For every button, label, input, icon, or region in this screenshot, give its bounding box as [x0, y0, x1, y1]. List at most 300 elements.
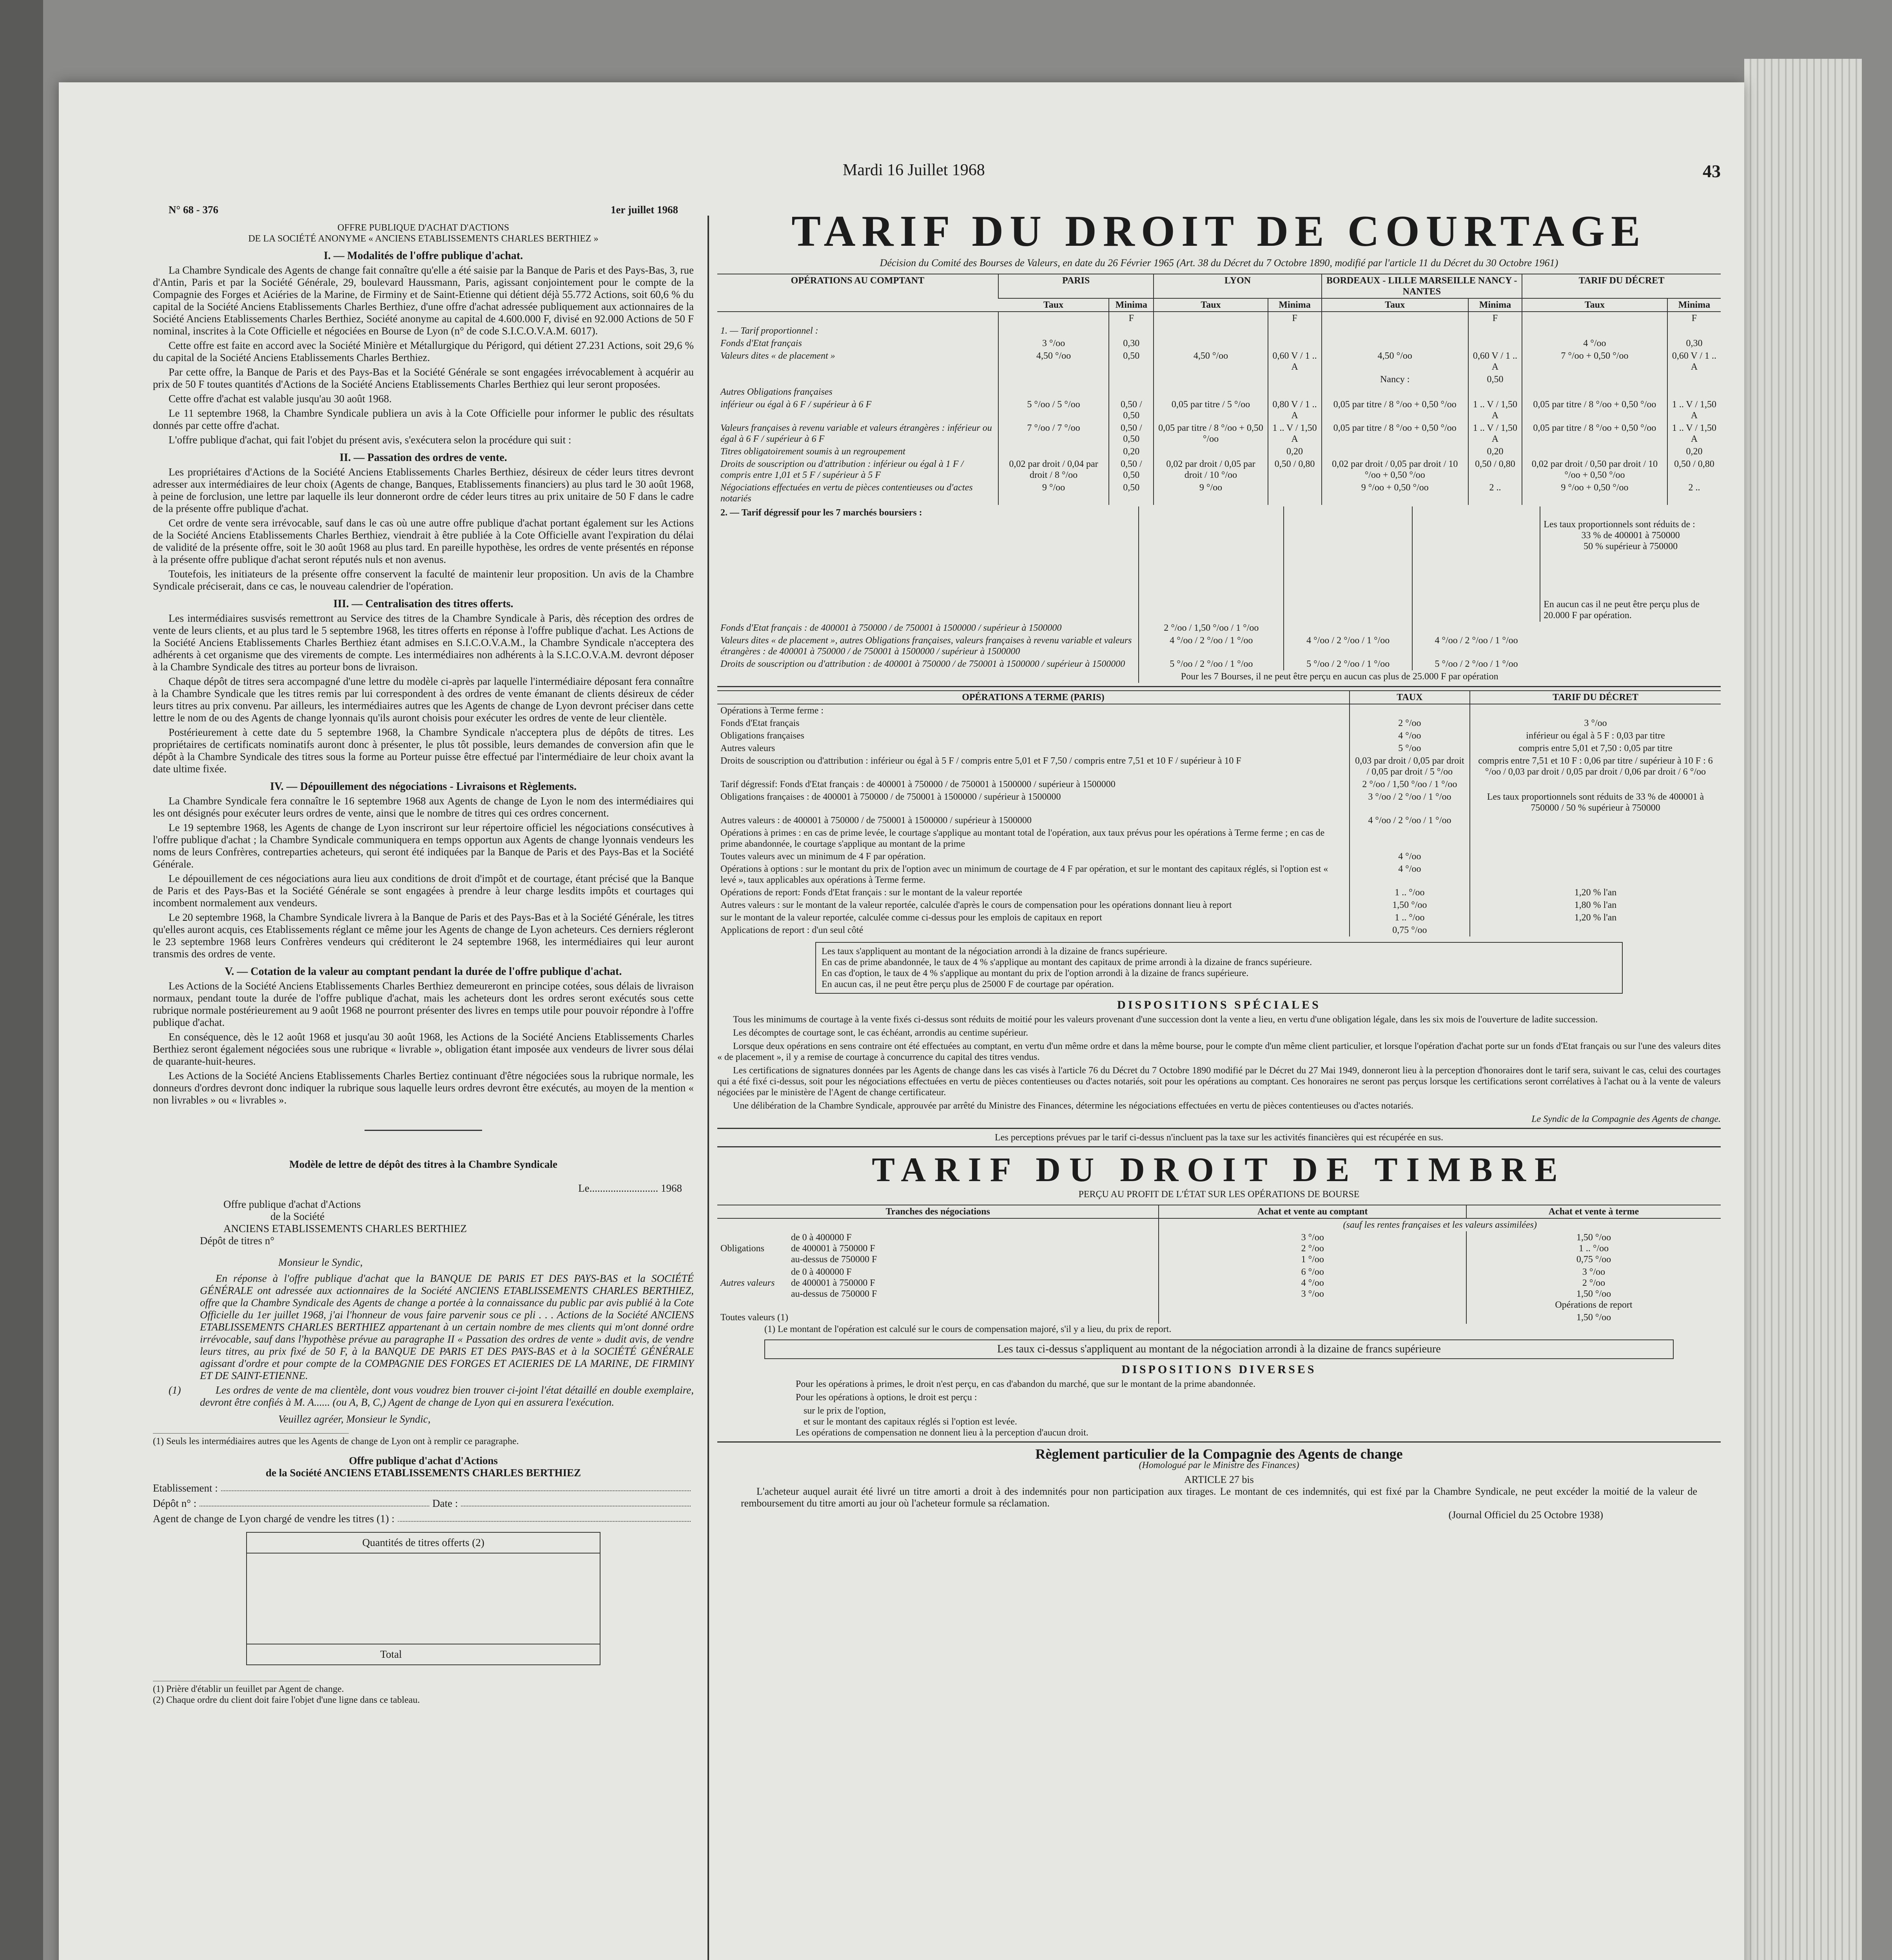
table-cell: 1 .. °/oo [1350, 911, 1470, 924]
page-number: 43 [1703, 161, 1721, 181]
table-cell: 2 °/oo / 1,50 °/oo / 1 °/oo [1139, 622, 1284, 634]
table-cell [717, 373, 998, 386]
table-cell [1268, 386, 1322, 398]
timbre-obl-terme [1466, 1231, 1721, 1266]
table-cell [998, 386, 1109, 398]
rate: 3 °/oo [1301, 1289, 1324, 1299]
table-cell: 2 .. [1468, 481, 1522, 505]
form-field-depot-date[interactable] [153, 1497, 694, 1510]
rate: 2 °/oo [1582, 1278, 1605, 1288]
table-row [717, 827, 1721, 850]
table-cell: 0,50 / 0,50 [1109, 458, 1154, 481]
table-cell [1522, 386, 1667, 398]
section-paragraph: Le dépouillement de ces négociations aura lieu aux conditions de droit d'impôt et de courtage, étant précisé que la Banque de Paris et des Pays-Bas et la Société Générale se sont engagées à prendre à leur charge lesdits impôts et courtages qui incombent normalement aux vendeurs. [153, 873, 694, 909]
dispositions-diverses [780, 1379, 1721, 1438]
footnote: (2) Chaque ordre du client doit faire l'objet d'une ligne dans ce tableau. [153, 1695, 420, 1705]
table-cell: inférieur ou égal à 5 F : 0,03 par titre [1470, 730, 1721, 742]
table-row [717, 622, 1721, 634]
table-row [717, 924, 1721, 936]
tranche: de 400001 à 750000 F [791, 1243, 875, 1254]
table-row [717, 814, 1721, 827]
table-cell [1268, 337, 1322, 350]
timbre-table [717, 1205, 1721, 1324]
table-cell: 7 °/oo + 0,50 °/oo [1522, 350, 1667, 373]
rate: 4 °/oo [1301, 1278, 1324, 1288]
table-cell: 0,30 [1667, 337, 1721, 350]
form-title-2: de la Société ANCIENS ETABLISSEMENTS CHARLES BERTHIEZ [265, 1467, 581, 1479]
table-cell [998, 325, 1109, 337]
letter-mark: (1) [169, 1384, 181, 1396]
table-cell [1522, 445, 1667, 458]
tally-body[interactable] [247, 1553, 600, 1644]
letter-close: Veuillez agréer, Monsieur le Syndic, [278, 1413, 431, 1425]
section-paragraph: Le 19 septembre 1968, les Agents de change de Lyon inscriront sur leur répertoire officiel les négociations consécutives à l'offre publique d'achat ; la Chambre Syndicale communiquera en temps opportun aux Agents de change lyonnais vendeurs les noms de leurs Confrères, contreparties acheteurs, qui seront été indiquées par la Banque de Paris et des Pays-Bas et la Société Générale. [153, 822, 694, 870]
table-cell [1109, 373, 1154, 386]
table-row [717, 337, 1721, 350]
table-cell: 0,20 [1468, 445, 1522, 458]
disposition-paragraph: Pour les opérations à primes, le droit n'est perçu, en cas d'abandon du marché, que sur le montant de la prime abandonnée. [796, 1379, 1255, 1389]
table-cell: 0,20 [1109, 445, 1154, 458]
disposition-line: et sur le montant des capitaux réglés si l'option est levée. [804, 1417, 1017, 1427]
table-cell: 1,50 °/oo [1350, 899, 1470, 911]
seven-bourses-note: Pour les 7 Bourses, il ne peut être perçu en aucun cas plus de 25.000 F par opération [1139, 670, 1540, 683]
table-cell [1468, 325, 1522, 337]
table-cell [1470, 827, 1721, 850]
sub-header: Taux [1522, 298, 1667, 312]
table-cell: 2 °/oo / 1,50 °/oo / 1 °/oo [1350, 778, 1470, 791]
table-cell: 0,50 [1109, 481, 1154, 505]
table-cell: 1,80 % l'an [1470, 899, 1721, 911]
table-cell [1268, 481, 1322, 505]
table-cell: Les taux proportionnels sont réduits de 33 % de 400001 à 750000 / 50 % supérieur à 750000 [1470, 791, 1721, 814]
table-cell: 4 °/oo / 2 °/oo / 1 °/oo [1412, 634, 1540, 658]
courtage-title: TARIF DU DROIT DE COURTAGE [791, 207, 1647, 256]
disposition-paragraph: Les décomptes de courtage sont, le cas échéant, arrondis au centime supérieur. [733, 1028, 1029, 1038]
letter-note: (1) Seuls les intermédiaires autres que les Agents de change de Lyon ont à remplir ce paragraphe. [153, 1436, 519, 1446]
table-cell [1470, 924, 1721, 936]
terme-taux-header: TAUX [1350, 691, 1470, 704]
table-cell [1412, 622, 1540, 634]
table-row [717, 373, 1721, 386]
sub-header: Minima [1667, 298, 1721, 312]
market-header: LYON [1154, 274, 1321, 298]
table-cell [1522, 325, 1667, 337]
section-paragraph: Le 20 septembre 1968, la Chambre Syndicale livrera à la Banque de Paris et des Pays-Bas et à la Société Générale, les titres qu'elles auront acquis, ces Etablissements réglant ce même jour les Agents de change de Lyon acheteurs. Ces derniers régleront le 23 septembre 1968 leurs Confrères vendeurs qui créditeront le 24 septembre 1968, les intermédiaires qui leur auront transmis des ordres de vente. [153, 911, 694, 960]
table-cell: inférieur ou égal à 6 F / supérieur à 6 F [720, 399, 872, 410]
table-cell: 1 .. V / 1,50 A [1667, 422, 1721, 445]
table-row [717, 778, 1721, 791]
sub-header: Minima [1468, 298, 1522, 312]
table-cell: compris entre 7,51 et 10 F : 0,06 par titre / supérieur à 10 F : 6 °/oo / 0,03 par droit / 0,05 par droit / 0,06 par droit / 6 °/oo [1470, 755, 1721, 778]
table-cell: 2 .. [1667, 481, 1721, 505]
table-cell: Autres valeurs : sur le montant de la valeur reportée, calculée d'après le cours de compensation pour les opérations donnant lieu à report [720, 900, 1232, 910]
minima-unit: F [1667, 312, 1721, 325]
comptant-table [717, 274, 1721, 505]
table-cell: 3 °/oo [998, 337, 1109, 350]
table-row [717, 458, 1721, 481]
table-cell: 0,02 par droit / 0,05 par droit / 10 °/oo [1154, 458, 1268, 481]
table-cell [1470, 850, 1721, 863]
table-cell [1667, 373, 1721, 386]
comptant-rows [717, 325, 1721, 505]
box-note: En cas d'option, le taux de 4 % s'applique au montant du prix de l'option arrondi à la dizaine de francs supérieure. [822, 968, 1249, 978]
table-cell: 1 .. °/oo [1350, 886, 1470, 899]
section-paragraph: Les intermédiaires susvisés remettront au Service des titres de la Chambre Syndicale à Paris, dès réception des ordres de vente de leurs clients, et au plus tard le 5 septembre 1968, les titres offerts en réponse à l'offre publique d'achat. Les Actions de la Société Anciens Etablissements Charles Berthiez étant admises en S.I.C.O.V.A.M., la Chambre Syndicale n'acceptera des adhérents à cet organisme que des virements de compte. Les intermédiaires non adhérents à la S.I.C.O.V.A.M. devront déposer à la Chambre Syndicale des titres au porteur bons de livraison. [153, 612, 694, 673]
table-cell [998, 373, 1109, 386]
tally-header: Quantités de titres offerts (2) [247, 1533, 600, 1553]
quantity-table[interactable] [246, 1532, 600, 1665]
letter-paragraph: Les ordres de vente de ma clientèle, dont vous voudrez bien trouver ci-joint l'état détaillé en double exemplaire, devront être confiés à M. A...... (ou A, B, C,) Agent de change de Lyon qui en assurera l'exécution. [200, 1384, 694, 1408]
timbre-aut-terme [1466, 1266, 1721, 1311]
decret-notes [1540, 506, 1721, 622]
timbre-box: Les taux ci-dessus s'appliquent au montant de la négociation arrondi à la dizaine de francs supérieure [764, 1339, 1674, 1359]
table-cell: 0,05 par titre / 5 °/oo [1154, 398, 1268, 422]
decret-note: 50 % supérieur à 750000 [1584, 541, 1678, 552]
table-cell: 1 .. V / 1,50 A [1468, 422, 1522, 445]
rule [717, 1146, 1721, 1147]
minima-unit: F [1268, 312, 1322, 325]
letter-line: Offre publique d'achat d'Actions [223, 1198, 361, 1210]
table-cell: Opérations de report: Fonds d'Etat français : sur le montant de la valeur reportée [720, 887, 1023, 898]
rate: 1 °/oo [1301, 1254, 1324, 1265]
table-cell: Fonds d'Etat français : de 400001 à 750000 / de 750001 à 1500000 / supérieur à 1500000 [720, 623, 1062, 633]
disposition-paragraph: Tous les minimums de courtage à la vente fixés ci-dessus sont réduits de moitié pour les valeurs provenant d'une succession dont la vente a lieu, en vertu d'une obligation légale, dans les six mois de l'ouverture de ladite succession. [733, 1014, 1598, 1025]
table-cell: 3 °/oo [1470, 717, 1721, 730]
table-cell [1667, 325, 1721, 337]
disposition-paragraph: Une délibération de la Chambre Syndicale, approuvée par arrêté du Ministre des Finances, détermine les négociations effectuées en vertu de pièces contentieuses ou d'actes notariés. [733, 1101, 1413, 1111]
table-cell: Obligations françaises [720, 731, 804, 741]
table-cell: 0,05 par titre / 8 °/oo + 0,50 °/oo [1522, 398, 1667, 422]
table-cell: 0,03 par droit / 0,05 par droit / 0,05 par droit / 5 °/oo [1350, 755, 1470, 778]
table-cell [1109, 386, 1154, 398]
table-cell: 0,75 °/oo [1350, 924, 1470, 936]
minima-unit: F [1109, 312, 1154, 325]
timbre-autres [717, 1266, 1159, 1311]
timbre-subtitle: PERÇU AU PROFIT DE L'ÉTAT SUR LES OPÉRATIONS DE BOURSE [1078, 1189, 1360, 1200]
newspaper-page [59, 82, 1744, 1960]
tally-total: Total [247, 1644, 600, 1664]
report-label: Opérations de report [1555, 1300, 1633, 1310]
table-cell: 0,02 par droit / 0,04 par droit / 8 °/oo [998, 458, 1109, 481]
table-cell: Fonds d'Etat français [720, 338, 802, 348]
table-row [717, 755, 1721, 778]
article-text: L'acheteur auquel aurait été livré un titre amorti a droit à des indemnités pour non participation aux tirages. Le montant de ces indemnités, qui est fixé par la Chambre Syndicale, ne peut excéder la moitié de la valeur de remboursement du titre amorti au jour où l'acheteur formule sa réclamation. [741, 1486, 1697, 1509]
table-cell: 9 °/oo [1154, 481, 1268, 505]
decret-note: Les taux proportionnels sont réduits de : [1544, 519, 1695, 530]
timbre-obligations [717, 1231, 1159, 1266]
table-cell [1284, 622, 1412, 634]
table-cell: 7 °/oo / 7 °/oo [998, 422, 1109, 445]
rate: 1,50 °/oo [1576, 1232, 1611, 1243]
timbre-row-label: Autres valeurs [720, 1278, 775, 1288]
table-cell: 1,20 % l'an [1470, 911, 1721, 924]
table-cell: Obligations françaises : de 400001 à 750000 / de 750001 à 1500000 / supérieur à 1500000 [720, 792, 1061, 802]
market-header: TARIF DU DÉCRET [1522, 274, 1721, 298]
offer-title-2: DE LA SOCIÉTÉ ANONYME « ANCIENS ETABLISSEMENTS CHARLES BERTHIEZ » [248, 234, 599, 244]
table-cell [1154, 325, 1268, 337]
section-paragraph: Cet ordre de vente sera irrévocable, sauf dans le cas où une autre offre publique d'achat portant également sur les Actions de la Société Anciens Etablissements Charles Berthiez, viendrait à être publiée à la Cote Officielle avant l'expiration du délai de validité de la présente offre, soit le 30 août 1968 au plus tard. En pareille hypothèse, les ordres de vente présentés en réponse à la présente offre publique d'achat seront réputés nuls et non avenus. [153, 517, 694, 565]
table-cell: Applications de report : d'un seul côté [720, 925, 863, 935]
offer-sections [153, 250, 694, 1106]
table-cell: Opérations à Terme ferme : [720, 706, 824, 716]
table-cell: 3 °/oo / 2 °/oo / 1 °/oo [1350, 791, 1470, 814]
table-cell: 1,20 % l'an [1470, 886, 1721, 899]
section-paragraph: L'offre publique d'achat, qui fait l'objet du présent avis, s'exécutera selon la procédure qui suit : [169, 434, 571, 446]
table-cell: 2 °/oo [1350, 717, 1470, 730]
section-title: IV. — Dépouillement des négociations - Livraisons et Règlements. [270, 780, 577, 793]
timbre-aut-comptant [1159, 1266, 1466, 1311]
table-cell [1322, 445, 1468, 458]
box-note: En cas de prime abandonnée, le taux de 4 % s'applique au montant des capitaux de prime arrondi à la dizaine de francs supérieure. [822, 957, 1312, 967]
rate: 6 °/oo [1301, 1267, 1324, 1277]
sub-header: Taux [1154, 298, 1268, 312]
timbre-title: TARIF DU DROIT DE TIMBRE [872, 1151, 1566, 1189]
rate: 3 °/oo [1582, 1267, 1605, 1277]
form-field-etablissement[interactable] [153, 1482, 694, 1494]
table-row [717, 899, 1721, 911]
table-cell [1268, 325, 1322, 337]
page-stack-edges [1744, 59, 1862, 1960]
letter-line: de la Société [270, 1210, 325, 1222]
table-cell: Autres Obligations françaises [720, 387, 833, 397]
separator [365, 1130, 482, 1131]
table-cell: 5 °/oo / 5 °/oo [998, 398, 1109, 422]
notice-ref: N° 68 - 376 [169, 204, 219, 216]
minima-unit: F [1468, 312, 1522, 325]
table-row [717, 325, 1721, 337]
table-cell [1109, 325, 1154, 337]
section-paragraph: Postérieurement à cette date du 5 septembre 1968, la Chambre Syndicale n'acceptera plus de dépôts de titres. Les propriétaires de certificats nominatifs auront donc à présenter, le plus tôt possible, leurs demandes de conversion afin que le dépôt à la Chambre Syndicale des titres sous la forme au Porteur puisse être effectué par l'intermédiaire de leur choix avant la date ultime fixée. [153, 726, 694, 775]
table-cell [1470, 814, 1721, 827]
table-cell: 4 °/oo / 2 °/oo / 1 °/oo [1284, 634, 1412, 658]
disposition-paragraph: Lorsque deux opérations en sens contraire ont été effectuées au comptant, en vertu d'un même ordre et dans la même bourse, pour le compte d'un même client particulier, et lorsque l'opération d'achat porte sur un fonds d'Etat français ou sur l'une des valeurs dites « de placement », il y a remise de courtage à concurrence du capital des titres vendus. [717, 1041, 1721, 1062]
table-cell: Tarif dégressif: Fonds d'Etat français : de 400001 à 750000 / de 750001 à 1500000 / supérieur à 1500000 [720, 779, 1116, 789]
table-cell: 4 °/oo [1350, 730, 1470, 742]
courtage-notes-box [815, 942, 1623, 994]
table-cell: 9 °/oo [998, 481, 1109, 505]
table-cell: 5 °/oo / 2 °/oo / 1 °/oo [1139, 658, 1284, 670]
timbre-cols-note: (sauf les rentes françaises et les valeurs assimilées) [1159, 1218, 1721, 1231]
letter-paragraph: En réponse à l'offre publique d'achat que la BANQUE DE PARIS ET DES PAYS-BAS et la SOCIÉTÉ GÉNÉRALE ont adressée aux actionnaires de la Société ANCIENS ETABLISSEMENTS CHARLES BERTHIEZ, offre que la Chambre Syndicale des Agents de change a portée à la connaissance du public par avis publié à la Cote Officielle du 1er juillet 1968, j'ai l'honneur de vous faire parvenir sous ce pli . . . Actions de la Société ANCIENS ETABLISSEMENTS CHARLES BERTHIEZ appartenant à un certain nombre de mes clients qui m'ont donné ordre irrévocable, sauf dans l'hypothèse prévue au paragraphe II « Passation des ordres de vente » dudit avis, de vendre leurs titres, au prix fixé de 50 F, à la BANQUE DE PARIS ET DES PAYS-BAS et à la SOCIÉTÉ GÉNÉRALE agissant d'ordre et pour compte de la COMPAGNIE DES FORGES ET ACIERIES DE LA MARINE, DE FIRMINY ET DE SAINT-ETIENNE. [200, 1272, 694, 1381]
table-cell: 0,05 par titre / 8 °/oo + 0,50 °/oo [1322, 422, 1468, 445]
table-cell: 0,02 par droit / 0,05 par droit / 10 °/oo + 0,50 °/oo [1322, 458, 1468, 481]
table-cell: Opérations à primes : en cas de prime levée, le courtage s'applique au montant total de l'opération, aux taux prévus pour les opérations à Terme ferme ; en cas de prime abandonnée, le courtage s'applique au montant de la prime [720, 828, 1325, 849]
market-header: PARIS [998, 274, 1154, 298]
timbre-toutes: Toutes valeurs (1) [720, 1312, 788, 1323]
section-paragraph: Les Actions de la Société Anciens Etablissements Charles Berthiez demeureront en principe cotées, sous délais de livraison normaux, pendant toute la durée de l'offre publique d'achat, mais les acheteurs dont les ordres seront exécutés sous cette rubrique normale postérieurement au 9 août 1968 ne pourront présenter des livres en temps utile pour pouvoir répondre à l'offre publique d'achat. [153, 980, 694, 1028]
degressif-table [717, 506, 1721, 683]
section-paragraph: Chaque dépôt de titres sera accompagné d'une lettre du modèle ci-après par laquelle l'intermédiaire déposant fera connaître à la Chambre Syndicale que les titres remis par lui correspondent à des ordres de vente émanant de clients désireux de céder leurs titres au prix convenu. Par ailleurs, les intermédiaires autres que les Agents de change de Lyon devront préciser dans cette lettre le nom de ou des Agents de change lyonnais qu'ils auront choisis pour exécuter les ordres de vente de leur clientèle. [153, 675, 694, 724]
header-date: Mardi 16 Juillet 1968 [843, 161, 985, 179]
table-cell [1322, 337, 1468, 350]
table-row [717, 911, 1721, 924]
table-row [717, 791, 1721, 814]
article-source: (Journal Officiel du 25 Octobre 1938) [1448, 1509, 1603, 1521]
reglement-subtitle: (Homologué par le Ministre des Finances) [1139, 1460, 1299, 1470]
disposition-paragraph: Les opérations de compensation ne donnent lieu à la perception d'aucun droit. [796, 1428, 1088, 1438]
table-cell [1350, 827, 1470, 850]
table-cell: 4 °/oo [1350, 850, 1470, 863]
rate: 3 °/oo [1301, 1232, 1324, 1243]
table-row [717, 386, 1721, 398]
table-cell: 0,60 V / 1 .. A [1468, 350, 1522, 373]
rule [717, 686, 1721, 687]
tranche: de 400001 à 750000 F [791, 1278, 875, 1288]
table-cell: Négociations effectuées en vertu de pièces contentieuses ou d'actes notariés [720, 483, 973, 504]
table-cell [1667, 386, 1721, 398]
disposition-paragraph: Les certifications de signatures données par les Agents de change dans les cas visés à l'article 76 du Décret du 7 Octobre 1890 modifié par le Décret du 27 Mai 1949, donneront lieu à la perception d'honoraires dont le tarif sera, suivant le cas, celui des courtages qui a été fixé ci-dessus, soit pour les négociations effectuées en vertu de pièces contentieuses ou d'actes notariés, soit pour les opérations au comptant. Ces honoraires ne seront pas perçus lorsque les certifications seront corrélatives à l'achat ou à la vente de valeurs négociées par le ministère de l'Agent de change certificateur. [717, 1065, 1721, 1098]
timbre-col-tranches: Tranches des négociations [717, 1205, 1159, 1218]
disposition-line: sur le prix de l'option, [804, 1406, 886, 1416]
letter-head [223, 1198, 694, 1235]
table-cell: 0,80 V / 1 .. A [1268, 398, 1322, 422]
table-cell [1468, 337, 1522, 350]
section-paragraph: Cette offre d'achat est valable jusqu'au 30 août 1968. [169, 393, 392, 405]
table-cell: 4 °/oo [1350, 863, 1470, 886]
decret-note: 33 % de 400001 à 750000 [1581, 530, 1680, 541]
report-rate: 1,50 °/oo [1466, 1311, 1721, 1324]
table-cell [1470, 863, 1721, 886]
table-cell [1154, 386, 1268, 398]
table-cell: 1 .. V / 1,50 A [1468, 398, 1522, 422]
scan-background [0, 0, 43, 1960]
table-cell: 0,20 [1268, 445, 1322, 458]
table-cell: Titres obligatoirement soumis à un regroupement [720, 446, 905, 457]
perceptions-note: Les perceptions prévues par le tarif ci-dessus n'incluent pas la taxe sur les activités financières qui est récupérée en sus. [995, 1132, 1443, 1143]
table-cell [1268, 373, 1322, 386]
table-cell [1154, 337, 1268, 350]
table-cell: 0,30 [1109, 337, 1154, 350]
rule [717, 1128, 1721, 1129]
terme-table [717, 690, 1721, 936]
dispositions-speciales [717, 1014, 1721, 1125]
tranche: au-dessus de 750000 F [791, 1254, 877, 1265]
rate: 0,75 °/oo [1576, 1254, 1611, 1265]
sub-header: Taux [998, 298, 1109, 312]
terme-header: OPÉRATIONS A TERME (PARIS) [717, 691, 1350, 704]
right-column [717, 204, 1721, 1960]
offer-title-1: OFFRE PUBLIQUE D'ACHAT D'ACTIONS [337, 223, 510, 233]
table-cell [1350, 704, 1470, 717]
section-title: III. — Centralisation des titres offerts. [333, 598, 513, 610]
timbre-obl-comptant [1159, 1231, 1466, 1266]
table-cell [1470, 778, 1721, 791]
dotted-line [221, 1490, 691, 1491]
table-cell: 4,50 °/oo [998, 350, 1109, 373]
table-cell: 0,50 [1468, 373, 1522, 386]
letter-salutation: Monsieur le Syndic, [278, 1256, 363, 1268]
model-letter-title: Modèle de lettre de dépôt des titres à la Chambre Syndicale [289, 1158, 557, 1170]
letter-line: ANCIENS ETABLISSEMENTS CHARLES BERTHIEZ [223, 1223, 467, 1234]
table-cell: 0,05 par titre / 8 °/oo + 0,50 °/oo [1154, 422, 1268, 445]
section-title: V. — Cotation de la valeur au comptant pendant la durée de l'offre publique d'achat. [225, 965, 622, 978]
table-cell: 5 °/oo / 2 °/oo / 1 °/oo [1412, 658, 1540, 670]
dotted-line [398, 1521, 691, 1522]
degressif-title: 2. — Tarif dégressif pour les 7 marchés boursiers : [720, 508, 922, 518]
table-cell: 4,50 °/oo [1322, 350, 1468, 373]
table-cell: 0,50 / 0,50 [1109, 422, 1154, 445]
section-paragraph: Par cette offre, la Banque de Paris et des Pays-Bas et la Société Générale se sont engagées irrévocablement à acquérir au prix de 50 F toutes quantités d'Actions de la Société Anciens Etablissements Charles Berthiez qui leur seront proposées. [153, 366, 694, 390]
table-row [717, 634, 1721, 658]
table-cell: Autres valeurs [720, 743, 775, 753]
reglement-title: Règlement particulier de la Compagnie des Agents de change [1035, 1446, 1403, 1462]
section-paragraph: Les Actions de la Société Anciens Etablissements Charles Bertiez continuant d'être négociées sous la rubrique normale, les donneurs d'ordres devront donc indiquer la rubrique sous laquelle leurs ordres devront être exécutés, au moyen de la mention « non livrables » ou « livrables ». [153, 1070, 694, 1106]
table-row [717, 481, 1721, 505]
table-cell [1468, 386, 1522, 398]
section-title: I. — Modalités de l'offre publique d'achat. [323, 250, 523, 262]
table-cell [1470, 704, 1721, 717]
table-cell: Autres valeurs : de 400001 à 750000 / de 750001 à 1500000 / supérieur à 1500000 [720, 815, 1032, 826]
rate: 2 °/oo [1301, 1243, 1324, 1254]
table-row [717, 717, 1721, 730]
table-cell: 1 .. V / 1,50 A [1268, 422, 1322, 445]
table-cell: Droits de souscription ou d'attribution : de 400001 à 750000 / de 750001 à 1500000 / supérieur à 1500000 [720, 659, 1125, 669]
tranche: de 0 à 400000 F [791, 1267, 852, 1277]
table-cell: 0,50 / 0,80 [1667, 458, 1721, 481]
table-row [717, 658, 1721, 670]
section-paragraph: La Chambre Syndicale fera connaître le 16 septembre 1968 aux Agents de change de Lyon le nom des intermédiaires qui les ont désignés pour exécuter leurs ordres de vente, ainsi que le nombre de titres qui ces ordres concernent. [153, 795, 694, 819]
table-cell: sur le montant de la valeur reportée, calculée comme ci-dessus pour les emplois de capitaux en report [720, 913, 1102, 923]
rate: 1 .. °/oo [1578, 1243, 1609, 1254]
sub-header: Minima [1268, 298, 1322, 312]
table-row [717, 445, 1721, 458]
field-label: Agent de change de Lyon chargé de vendre les titres (1) : [153, 1513, 395, 1524]
footnote: (1) Prière d'établir un feuillet par Agent de change. [153, 1684, 344, 1694]
table-row [717, 850, 1721, 863]
letter-line: Dépôt de titres n° [200, 1235, 275, 1247]
table-cell: 0,05 par titre / 8 °/oo + 0,50 °/oo [1322, 398, 1468, 422]
table-cell: 0,50 / 0,80 [1268, 458, 1322, 481]
table-cell: 0,50 / 0,50 [1109, 398, 1154, 422]
table-cell: Valeurs françaises à revenu variable et valeurs étrangères : inférieur ou égal à 6 F / supérieur à 6 F [720, 423, 992, 444]
article-number: ARTICLE 27 bis [1184, 1474, 1254, 1485]
section-paragraph: La Chambre Syndicale des Agents de change fait connaître qu'elle a été saisie par la Banque de Paris et des Pays-Bas, 3, rue d'Antin, Paris et par la Société Générale, 29, boulevard Haussmann, Paris, agissant conjointement pour le compte de la Compagnie des Forges et Aciéries de la Marine, de Firminy et de Saint-Etienne qui détient déjà 55.772 Actions, soit 60,6 % du capital de la Société Anciens Etablissements Charles Berthiez, d'une offre d'achat adressée publiquement aux actionnaires de la Société Anciens Etablissements Charles Berthiez, Société anonyme au capital de 4.600.000 F, divisé en 92.000 Actions de 50 F nominal, inscrites à la Cote Officielle et négociées en Bourse de Lyon (n° de code S.I.C.O.V.A.M. 6017). [153, 264, 694, 337]
sub-header: Minima [1109, 298, 1154, 312]
table-cell: 5 °/oo / 2 °/oo / 1 °/oo [1284, 658, 1412, 670]
table-row [717, 730, 1721, 742]
left-column [153, 204, 694, 1960]
timbre-col-comptant: Achat et vente au comptant [1159, 1205, 1466, 1218]
form-field-agent[interactable] [153, 1513, 694, 1525]
dispositions-speciales-title: DISPOSITIONS SPÉCIALES [1117, 998, 1321, 1011]
table-cell [1154, 445, 1268, 458]
table-cell: 5 °/oo [1350, 742, 1470, 755]
table-row [717, 886, 1721, 899]
table-cell: Toutes valeurs avec un minimum de 4 F par opération. [720, 851, 926, 862]
table-cell: Valeurs dites « de placement », autres Obligations françaises, valeurs françaises à revenu variable et valeurs étrangères : de 400001 à 750000 / de 750001 à 1500000 / supérieur à 1500000 [720, 635, 1132, 657]
disposition-paragraph: Pour les opérations à options, le droit est perçu : [796, 1392, 977, 1403]
table-row [717, 350, 1721, 373]
notice-ref-row [153, 204, 694, 216]
table-row [717, 742, 1721, 755]
dispositions-diverses-title: DISPOSITIONS DIVERSES [1121, 1363, 1317, 1376]
section-paragraph: Les propriétaires d'Actions de la Société Anciens Etablissements Charles Berthiez, désireux de céder leurs titres devront adresser aux intermédiaires de leur choix (Agents de change, Banques, Etablissements financiers) au plus tard le 30 août 1968, à peine de forclusion, une lettre par laquelle ils leur donneront ordre de céder leurs titres au prix unitaire de 50 F dans le cadre de la présente offre publique d'achat. [153, 466, 694, 514]
table-cell: 0,05 par titre / 8 °/oo + 0,50 °/oo [1522, 422, 1667, 445]
table-cell [1154, 373, 1268, 386]
table-cell: 4 °/oo / 2 °/oo / 1 °/oo [1139, 634, 1284, 658]
table-cell: Opérations à options : sur le montant du prix de l'option avec un minimum de courtage de 4 F par opération, et sur le montant des capitaux réglés, si l'option est « levé », taux applicables aux opérations à Terme ferme. [720, 864, 1328, 885]
table-cell: 4 °/oo [1522, 337, 1667, 350]
letter-body [169, 1272, 694, 1411]
tranche: de 0 à 400000 F [791, 1232, 852, 1243]
table-cell: 4 °/oo / 2 °/oo / 1 °/oo [1350, 814, 1470, 827]
table-cell: Nancy : [1322, 373, 1468, 386]
section-paragraph: En conséquence, dès le 12 août 1968 et jusqu'au 30 août 1968, les Actions de la Société Anciens Etablissements Charles Berthiez seront également négociées sous une rubrique « livrable », obligation étant imposée aux vendeurs de livrer sous délai de quarante-huit-heures. [153, 1031, 694, 1067]
table-cell: 0,02 par droit / 0,50 par droit / 10 °/oo + 0,50 °/oo [1522, 458, 1667, 481]
box-note: En aucun cas, il ne peut être perçu plus de 25000 F de courtage par opération. [822, 979, 1114, 989]
table-cell: 1. — Tarif proportionnel : [720, 326, 818, 336]
page-header [59, 161, 1744, 192]
